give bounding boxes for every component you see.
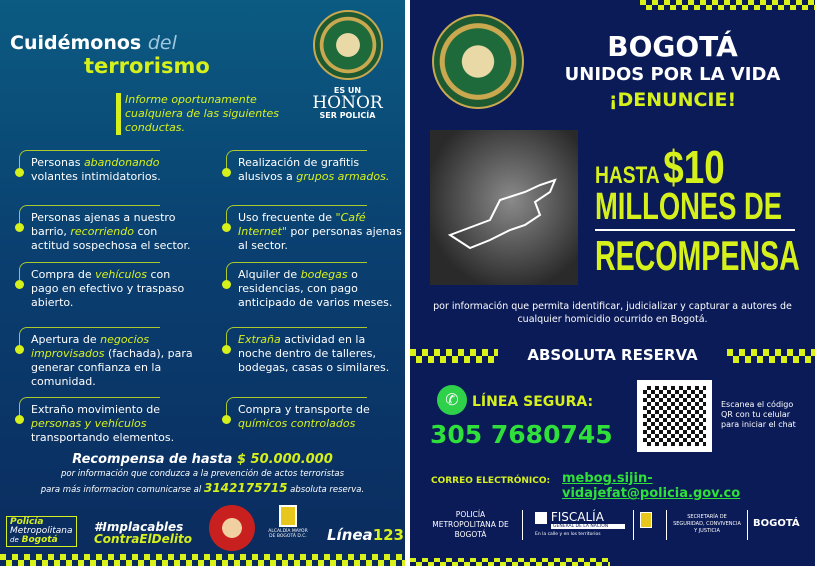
fiscalia-tag: En la calle y en los territorios bbox=[535, 532, 601, 537]
divider bbox=[747, 510, 748, 540]
checkered-band bbox=[727, 349, 815, 363]
item-highlight: Extraña bbox=[238, 333, 281, 346]
linea-label: Línea bbox=[327, 526, 373, 544]
policia-logo-text: POLICÍA METROPOLITANA DE BOGOTÁ bbox=[432, 510, 509, 539]
bogota-logo: BOGOTÁ bbox=[753, 518, 800, 529]
fiscalia-text: FISCALÍA bbox=[550, 510, 604, 524]
conduct-item bbox=[222, 205, 402, 253]
policia-metropolitana-logo bbox=[6, 516, 77, 547]
divider bbox=[595, 229, 795, 231]
alcaldia-shield-icon bbox=[640, 512, 652, 528]
email-label: CORREO ELECTRÓNICO: bbox=[431, 476, 551, 486]
item-text: con actitud sospechosa el sector. bbox=[31, 225, 191, 252]
item-highlight: recorriendo bbox=[70, 225, 134, 238]
item-text: transportando elementos. bbox=[31, 431, 175, 444]
police-seal-logo bbox=[313, 10, 383, 80]
reward-headline bbox=[0, 452, 405, 467]
title: BOGOTÁ bbox=[607, 30, 738, 63]
item-text: por personas ajenas al sector. bbox=[238, 225, 402, 252]
item-text: Compra y transporte de bbox=[238, 403, 370, 416]
conduct-item bbox=[15, 150, 195, 184]
conduct-item bbox=[15, 262, 195, 310]
divider bbox=[666, 510, 667, 540]
reward-line: por información que conduzca a la prevención de actos terroristas bbox=[61, 469, 344, 479]
qr-instructions: Escanea el código QR con tu celular para iniciar el chat bbox=[721, 400, 796, 429]
bullet-dot-icon bbox=[15, 415, 24, 424]
bullet-dot-icon bbox=[15, 280, 24, 289]
title-highlight: terrorismo bbox=[84, 54, 210, 78]
item-text: con pago en efectivo y traspaso abierto. bbox=[31, 268, 185, 309]
bullet-dot-icon bbox=[222, 415, 231, 424]
item-text: Uso frecuente de bbox=[238, 211, 336, 224]
hashtag bbox=[94, 521, 192, 545]
conduct-item bbox=[222, 327, 402, 375]
intro-text: Informe oportunamente cualquiera de las siguientes conductas. bbox=[116, 93, 296, 135]
crime-scene-photo bbox=[430, 130, 578, 285]
reward-label: Recompensa de hasta bbox=[72, 452, 233, 467]
item-highlight: negocios improvisados bbox=[31, 333, 150, 360]
hasta: HASTA bbox=[595, 162, 660, 189]
conduct-item bbox=[15, 397, 195, 445]
info-text: por información que permita identificar, judicializar y capturar a autores de cualquier homicidio ocurrido en Bogotá. bbox=[433, 301, 792, 325]
millones: MILLONES DE bbox=[595, 186, 782, 228]
item-text: Personas ajenas a nuestro barrio, bbox=[31, 211, 176, 238]
item-highlight: químicos controlados bbox=[238, 417, 356, 430]
item-highlight: "Café Internet" bbox=[238, 211, 366, 238]
item-text: volantes intimidatorios. bbox=[31, 170, 161, 183]
terrorism-poster bbox=[0, 0, 405, 566]
linea-number: 123 bbox=[372, 526, 404, 544]
reward-contact bbox=[0, 481, 405, 495]
honor-badge bbox=[300, 86, 395, 120]
item-text: actividad en la noche dentro de talleres, bodegas, casas o similares. bbox=[238, 333, 390, 374]
honor-bottom: SER POLICÍA bbox=[319, 111, 376, 120]
logo-text: de bbox=[10, 536, 19, 544]
title-part: del bbox=[147, 32, 177, 54]
absoluta-reserva: ABSOLUTA RESERVA bbox=[527, 346, 698, 364]
homicide-reward-poster bbox=[410, 0, 815, 566]
conduct-item bbox=[222, 397, 402, 431]
poster-title bbox=[10, 32, 177, 54]
conduct-item bbox=[15, 327, 195, 389]
fiscalia-logo bbox=[535, 510, 625, 537]
fiscalia-icon bbox=[535, 512, 547, 524]
item-text: Personas bbox=[31, 156, 84, 169]
item-highlight: personas y vehículos bbox=[31, 417, 147, 430]
denuncie: ¡DENUNCIE! bbox=[608, 89, 737, 111]
checkered-band bbox=[0, 554, 405, 566]
item-highlight: vehículos bbox=[95, 268, 147, 281]
linea-123 bbox=[327, 526, 404, 544]
conduct-item bbox=[222, 150, 402, 184]
police-seal-logo bbox=[432, 14, 524, 109]
whatsapp-icon: ✆ bbox=[437, 385, 467, 415]
item-highlight: abandonando bbox=[83, 156, 160, 169]
title-part: Cuidémonos bbox=[10, 32, 142, 54]
hashtag-line: #Implacables bbox=[94, 520, 184, 534]
item-text: o residencias, con pago anticipado de varios meses. bbox=[238, 268, 393, 309]
reward-amount: $ 50.000.000 bbox=[236, 452, 333, 467]
item-text: Realización de grafitis alusivos a bbox=[238, 156, 360, 183]
item-text: Apertura de bbox=[31, 333, 101, 346]
body-outline-icon bbox=[430, 130, 578, 285]
contact-phone: 3142175715 bbox=[203, 481, 288, 495]
amount: $10 bbox=[663, 141, 725, 193]
logo-text: Policía bbox=[10, 517, 44, 527]
bullet-dot-icon bbox=[15, 223, 24, 232]
logo-text: Bogotá bbox=[21, 535, 58, 545]
checkered-band bbox=[640, 0, 815, 10]
linea-segura: LÍNEA SEGURA: bbox=[472, 394, 594, 410]
alcaldia-logo bbox=[268, 505, 308, 539]
recompensa: RECOMPENSA bbox=[595, 232, 800, 279]
honor-mid: HONOR bbox=[312, 93, 383, 113]
item-highlight: grupos armados. bbox=[296, 170, 390, 183]
item-text: Alquiler de bbox=[238, 268, 301, 281]
divider bbox=[633, 510, 634, 540]
bullet-dot-icon bbox=[15, 345, 24, 354]
bullet-dot-icon bbox=[222, 280, 231, 289]
qr-pattern bbox=[643, 386, 706, 446]
bullet-dot-icon bbox=[222, 223, 231, 232]
honor-top: ES UN bbox=[333, 86, 362, 95]
alcaldia-text: ALCALDÍA MAYOR DE BOGOTÁ D.C. bbox=[268, 529, 308, 539]
conduct-item bbox=[222, 262, 402, 310]
item-highlight: bodegas bbox=[300, 268, 348, 281]
item-text: (fachada), para generar confianza en la comunidad. bbox=[31, 347, 193, 388]
checkered-band bbox=[410, 558, 610, 566]
bullet-dot-icon bbox=[222, 168, 231, 177]
secretaria-text: SECRETARÍA DE SEGURIDAD, CONVIVENCIA Y JUSTICIA bbox=[673, 514, 741, 534]
crest-logo bbox=[209, 505, 255, 551]
shield-icon bbox=[279, 505, 297, 527]
logo-text: Metropolitana bbox=[10, 526, 73, 536]
hashtag-line: ContraElDelito bbox=[94, 532, 192, 546]
conduct-item bbox=[15, 205, 195, 253]
bullet-dot-icon bbox=[222, 345, 231, 354]
contact-text: absoluta reserva. bbox=[290, 485, 365, 495]
item-text: Extraño movimiento de bbox=[31, 403, 161, 416]
subtitle: UNIDOS POR LA VIDA bbox=[564, 64, 781, 85]
contact-text: para más informacion comunicarse al bbox=[40, 485, 202, 495]
fiscalia-sub: GENERAL DE LA NACIÓN bbox=[551, 524, 625, 529]
email-link[interactable]: mebog.sijin-vidajefat@policia.gov.co bbox=[562, 471, 741, 501]
item-text: Compra de bbox=[31, 268, 96, 281]
checkered-band bbox=[410, 349, 498, 363]
divider bbox=[522, 510, 523, 540]
qr-code[interactable] bbox=[637, 380, 712, 452]
bullet-dot-icon bbox=[15, 168, 24, 177]
whatsapp-phone: 305 7680745 bbox=[430, 420, 613, 449]
